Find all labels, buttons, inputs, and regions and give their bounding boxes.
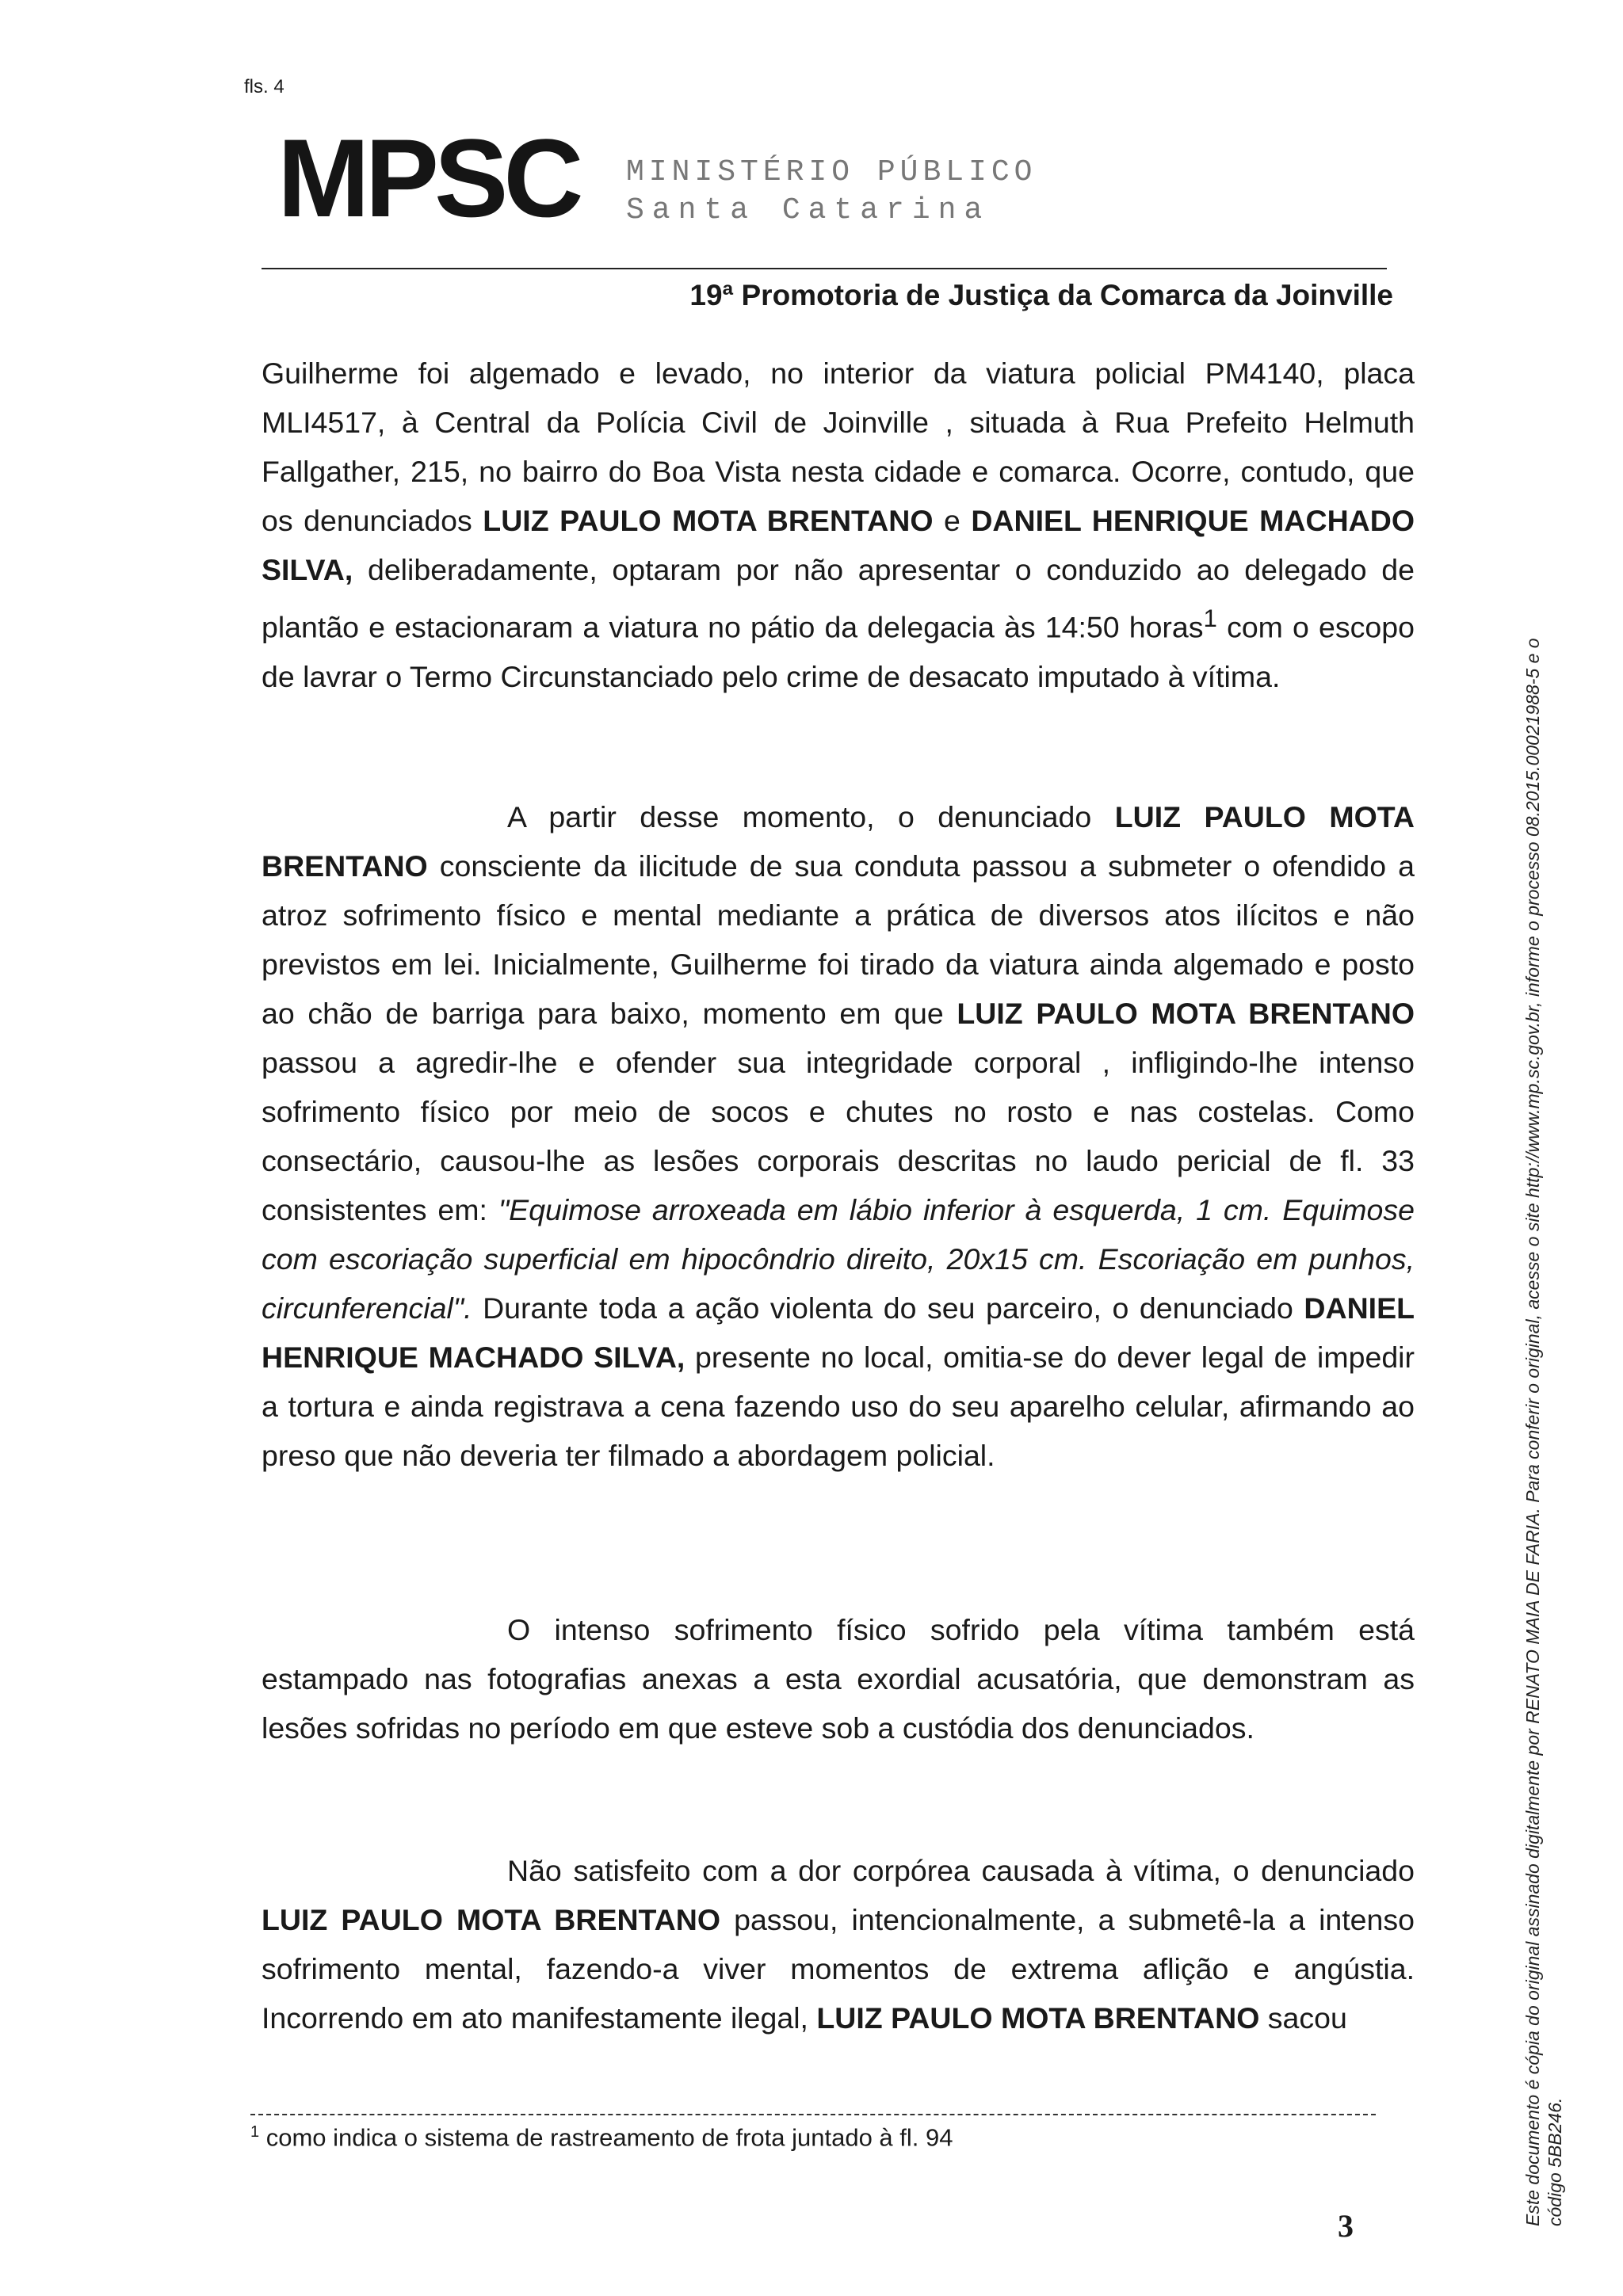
text-run: Durante toda a ação violenta do seu parceiro, o denunciado	[472, 1291, 1304, 1325]
text-run: presente no local, omitia-se do dever legal de impedir a tortura e ainda registrava a cena fazendo uso do seu aparelho celular, afirmando ao preso que não deveria ter filmado a abordagem policial.	[262, 1341, 1415, 1472]
footnote-separator	[250, 2114, 1376, 2115]
promotoria-title: 19ª Promotoria de Justiça da Comarca da Joinville	[689, 279, 1393, 311]
paragraph-4	[262, 1846, 1415, 2042]
text-run: passou a agredir-lhe e ofender sua integridade corporal , infligindo-lhe intenso sofrimento físico por meio de socos e chutes no rosto e nas costelas. Como consectário, causou-lhe as lesões corporais descritas no laudo pericial de fl. 33 consistentes em:	[262, 1046, 1415, 1226]
text-run: com o escopo de lavrar o Termo Circunstanciado pelo crime de desacato imputado à vítima.	[262, 610, 1415, 693]
text-run: deliberadamente, optaram por não apresentar o conduzido ao delegado de plantão e estacionaram a viatura no pátio da delegacia às 14:50 horas	[262, 553, 1415, 644]
institution-name: MINISTÉRIO PÚBLICO	[626, 155, 1037, 189]
page-number: 3	[1338, 2208, 1354, 2244]
footnote-number: 1	[250, 2123, 260, 2141]
defendant-name: DANIEL HENRIQUE MACHADO SILVA,	[262, 504, 1415, 586]
text-run: Guilherme foi algemado e levado, no interior da viatura policial PM4140, placa MLI4517, à Central da Polícia Civil de Joinville , situada à Rua Prefeito Helmuth Fallgather, 215, no bairro do Boa Vista nesta cidade e comarca. Ocorre, contudo, que os denunciados	[262, 357, 1415, 537]
text-run: A partir desse momento, o denunciado	[507, 800, 1115, 833]
text-run: consciente da ilicitude de sua conduta passou a submeter o ofendido a atroz sofrimento físico e mental mediante a prática de diversos atos ilícitos e não previstos em lei. Inicialmente, Guilherme foi tirado da viatura ainda algemado e posto ao chão de barriga para baixo, momento em que	[262, 849, 1415, 1030]
footnote	[250, 2123, 953, 2152]
mpsc-logo: MPSC	[277, 116, 579, 240]
institution-state: Santa Catarina	[626, 193, 991, 227]
text-run: Não satisfeito com a dor corpórea causada à vítima, o denunciado	[507, 1854, 1415, 1887]
defendant-name: LUIZ PAULO MOTA BRENTANO	[262, 1903, 720, 1936]
medical-report-quote: "Equimose arroxeada em lábio inferior à esquerda, 1 cm. Equimose com escoriação superficial em hipocôndrio direito, 20x15 cm. Escoriação em punhos, circunferencial".	[262, 1193, 1415, 1325]
header-rule	[262, 268, 1387, 269]
text-run: O intenso sofrimento físico sofrido pela vítima também está estampado nas fotografias anexas a esta exordial acusatória, que demonstram as lesões sofridas no período em que esteve sob a custódia dos denunciados.	[262, 1613, 1415, 1745]
defendant-name: LUIZ PAULO MOTA BRENTANO	[816, 2001, 1260, 2035]
footnote-text: como indica o sistema de rastreamento de frota juntado à fl. 94	[259, 2123, 953, 2152]
stamp-line-1: Este documento é cópia do original assinado digitalmente por RENATO MAIA DE FARIA. Para conferir o original, acesse o site http://www.mp.sc.gov.br, informe o processo 08.2015.00021988-5 e o	[1522, 638, 1543, 2226]
letterhead	[277, 111, 1387, 246]
page-folio-label: fls. 4	[244, 76, 285, 97]
text-run: e	[933, 504, 972, 537]
text-run: sacou	[1259, 2001, 1347, 2035]
paragraph-2	[262, 792, 1415, 1480]
defendant-name: LUIZ PAULO MOTA BRENTANO	[483, 504, 934, 537]
paragraph-1	[262, 349, 1415, 701]
footnote-reference: 1	[1203, 605, 1217, 632]
defendant-name: DANIEL HENRIQUE MACHADO SILVA,	[262, 1291, 1415, 1374]
digital-signature-stamp	[1522, 230, 1566, 2226]
stamp-line-2: código 5BB246.	[1545, 2097, 1565, 2226]
paragraph-3	[262, 1605, 1415, 1753]
defendant-name: LUIZ PAULO MOTA BRENTANO	[262, 800, 1415, 883]
text-run: passou, intencionalmente, a submetê-la a intenso sofrimento mental, fazendo-a viver momentos de extrema aflição e angústia. Incorrendo em ato manifestamente ilegal,	[262, 1903, 1415, 2035]
defendant-name: LUIZ PAULO MOTA BRENTANO	[957, 997, 1415, 1030]
